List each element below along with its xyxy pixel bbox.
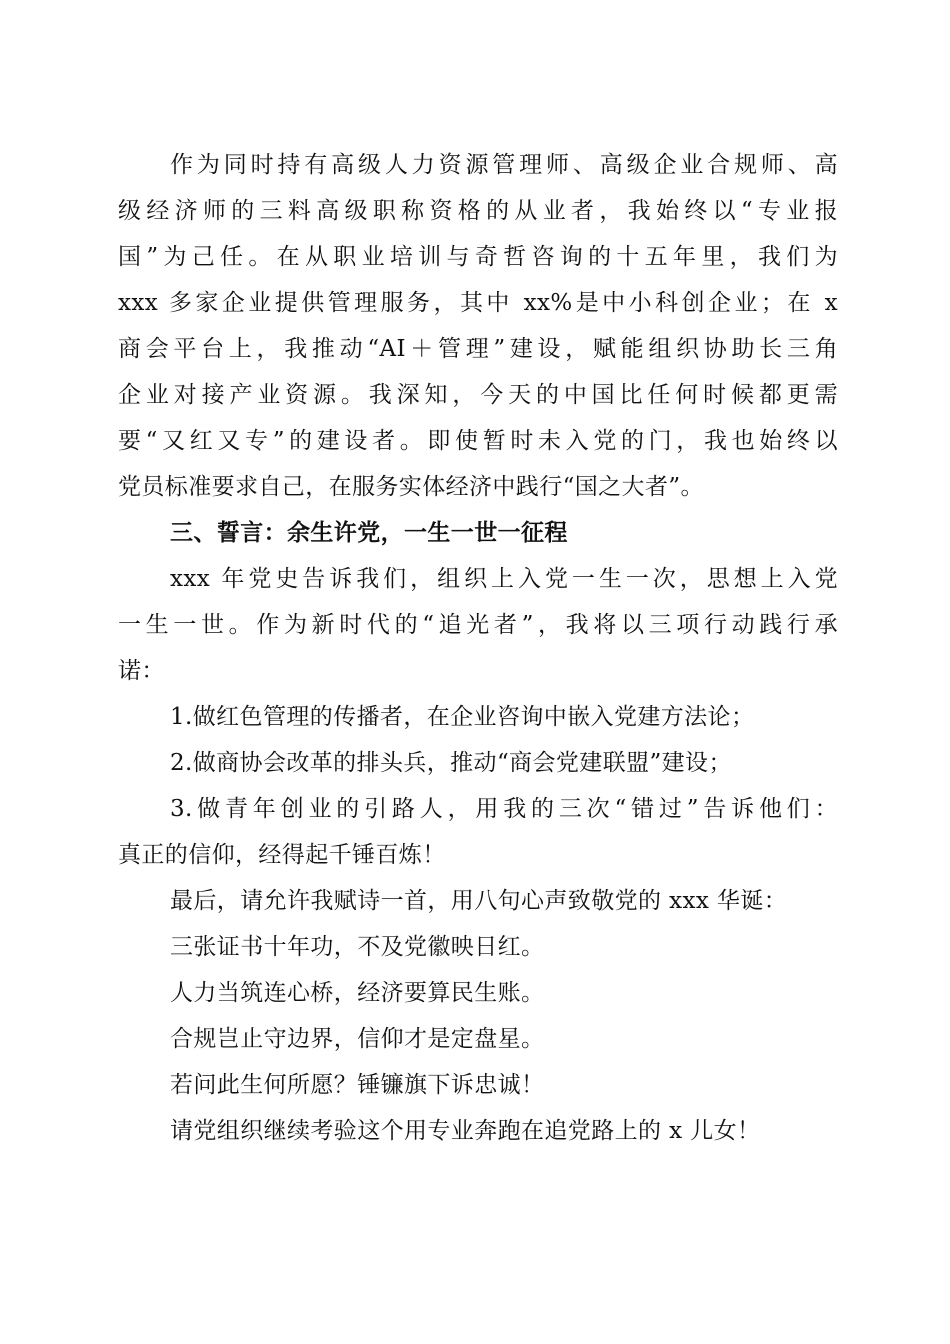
poem-line-5: 请党组织继续考验这个用专业奔跑在追党路上的 x 儿女！	[170, 1118, 761, 1144]
poem-line-2: 人力当筑连心桥，经济要算民生账。	[170, 980, 545, 1006]
paragraph1-line-6: 企业对接产业资源。我深知，今天的中国比任何时候都更需	[118, 382, 838, 408]
section-heading: 三、誓言：余生许党，一生一世一征程	[170, 520, 568, 546]
action-item-1: 1.做红色管理的传播者，在企业咨询中嵌入党建方法论；	[170, 704, 755, 730]
paragraph1-line-7: 要“又红又专”的建设者。即使暂时未入党的门，我也始终以	[118, 428, 838, 454]
closing-intro: 最后，请允许我赋诗一首，用八句心声致敬党的 xxx 华诞：	[170, 888, 788, 914]
paragraph1-line-4: xxx 多家企业提供管理服务，其中 xx%是中小科创企业；在 x	[118, 290, 838, 316]
action-item-3-line-1: 3.做青年创业的引路人，用我的三次“错过”告诉他们：	[170, 796, 838, 822]
action-item-3-line-2: 真正的信仰，经得起千锤百炼！	[118, 842, 446, 868]
poem-line-3: 合规岂止守边界，信仰才是定盘星。	[170, 1026, 545, 1052]
paragraph2-line-3: 诺：	[118, 658, 165, 684]
paragraph2-line-2: 一生一世。作为新时代的“追光者”，我将以三项行动践行承	[118, 612, 838, 638]
paragraph1-line-1: 作为同时持有高级人力资源管理师、高级企业合规师、高	[170, 152, 838, 178]
paragraph1-line-3: 国”为己任。在从职业培训与奇哲咨询的十五年里，我们为	[118, 244, 838, 270]
poem-line-1: 三张证书十年功，不及党徽映日红。	[170, 934, 545, 960]
paragraph1-line-5: 商会平台上，我推动“AI＋管理”建设，赋能组织协助长三角	[118, 336, 838, 362]
paragraph1-line-2: 级经济师的三料高级职称资格的从业者，我始终以“专业报	[118, 198, 838, 224]
paragraph1-line-8: 党员标准要求自己，在服务实体经济中践行“国之大者”。	[118, 474, 704, 500]
poem-line-4: 若问此生何所愿？锤镰旗下诉忠诚！	[170, 1072, 545, 1098]
action-item-2: 2.做商协会改革的排头兵，推动“商会党建联盟”建设；	[170, 750, 732, 776]
paragraph2-line-1: xxx 年党史告诉我们，组织上入党一生一次，思想上入党	[170, 566, 838, 592]
